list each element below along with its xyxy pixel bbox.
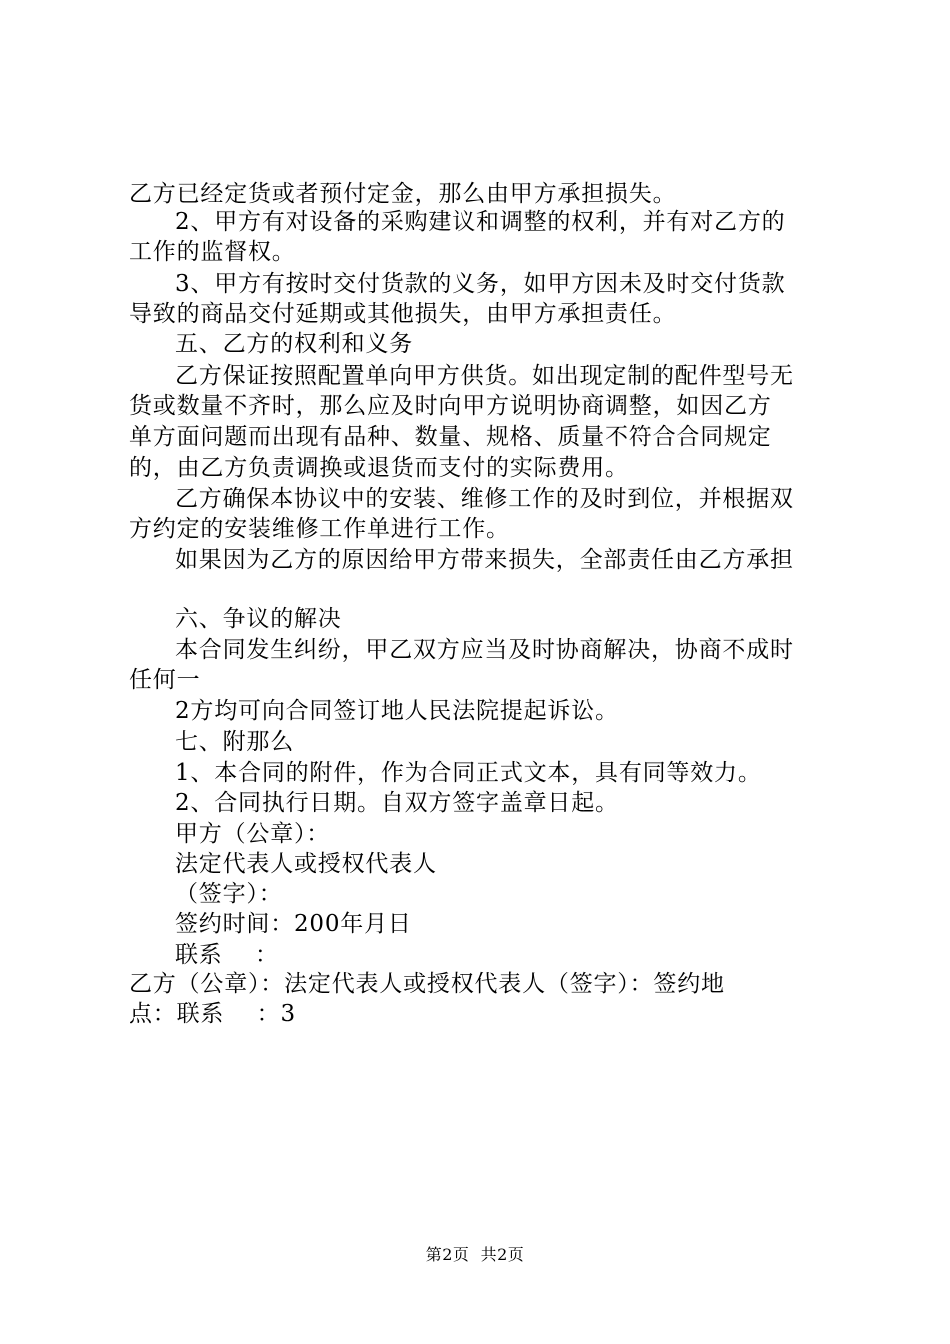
body-line: 乙方已经定货或者预付定金，那么由甲方承担损失。 bbox=[129, 181, 677, 207]
body-line: 乙方保证按照配置单向甲方供货。如出现定制的配件型号无 bbox=[175, 363, 794, 389]
body-line: 导致的商品交付延期或其他损失，由甲方承担责任。 bbox=[129, 301, 677, 327]
body-line: 2方均可向合同签订地人民法院提起诉讼。 bbox=[175, 698, 619, 724]
body-line: 3、甲方有按时交付货款的义务，如甲方因未及时交付货款 bbox=[175, 271, 786, 297]
signature-party-b-contact: 点：联系 ：3 bbox=[129, 1001, 296, 1027]
body-line: 1、本合同的附件，作为合同正式文本，具有同等效力。 bbox=[175, 760, 762, 786]
body-line: 方约定的安装维修工作单进行工作。 bbox=[129, 516, 510, 542]
body-line: 2、合同执行日期。自双方签字盖章日起。 bbox=[175, 790, 619, 816]
signature-contact: 联系 ： bbox=[175, 942, 279, 968]
section-heading: 七、附那么 bbox=[175, 729, 294, 755]
signature-sign: （签字）： bbox=[175, 881, 283, 907]
page-number: 第2页 共2页 bbox=[425, 1245, 525, 1264]
body-line: 任何一 bbox=[129, 667, 201, 693]
body-line: 单方面问题而出现有品种、数量、规格、质量不符合合同规定 bbox=[129, 424, 772, 450]
body-line: 乙方确保本协议中的安装、维修工作的及时到位，并根据双 bbox=[175, 486, 794, 512]
section-heading: 六、争议的解决 bbox=[175, 606, 342, 632]
signature-party-b: 乙方（公章）：法定代表人或授权代表人（签字）：签约地 bbox=[129, 971, 725, 997]
signature-date: 签约时间：200年月日 bbox=[175, 911, 412, 937]
body-line: 工作的监督权。 bbox=[129, 239, 296, 265]
page-footer bbox=[0, 1244, 950, 1266]
body-line: 货或数量不齐时，那么应及时向甲方说明协商调整，如因乙方 bbox=[129, 393, 772, 419]
body-line: 本合同发生纠纷，甲乙双方应当及时协商解决，协商不成时 bbox=[175, 637, 794, 663]
signature-party-a: 甲方（公章）： bbox=[175, 821, 331, 847]
body-line: 2、甲方有对设备的采购建议和调整的权利，并有对乙方的 bbox=[175, 209, 786, 235]
body-line: 的，由乙方负责调换或退货而支付的实际费用。 bbox=[129, 455, 629, 481]
section-heading: 五、乙方的权利和义务 bbox=[175, 331, 413, 357]
body-line: 如果因为乙方的原因给甲方带来损失，全部责任由乙方承担 bbox=[175, 547, 794, 573]
signature-representative: 法定代表人或授权代表人 bbox=[175, 851, 437, 877]
